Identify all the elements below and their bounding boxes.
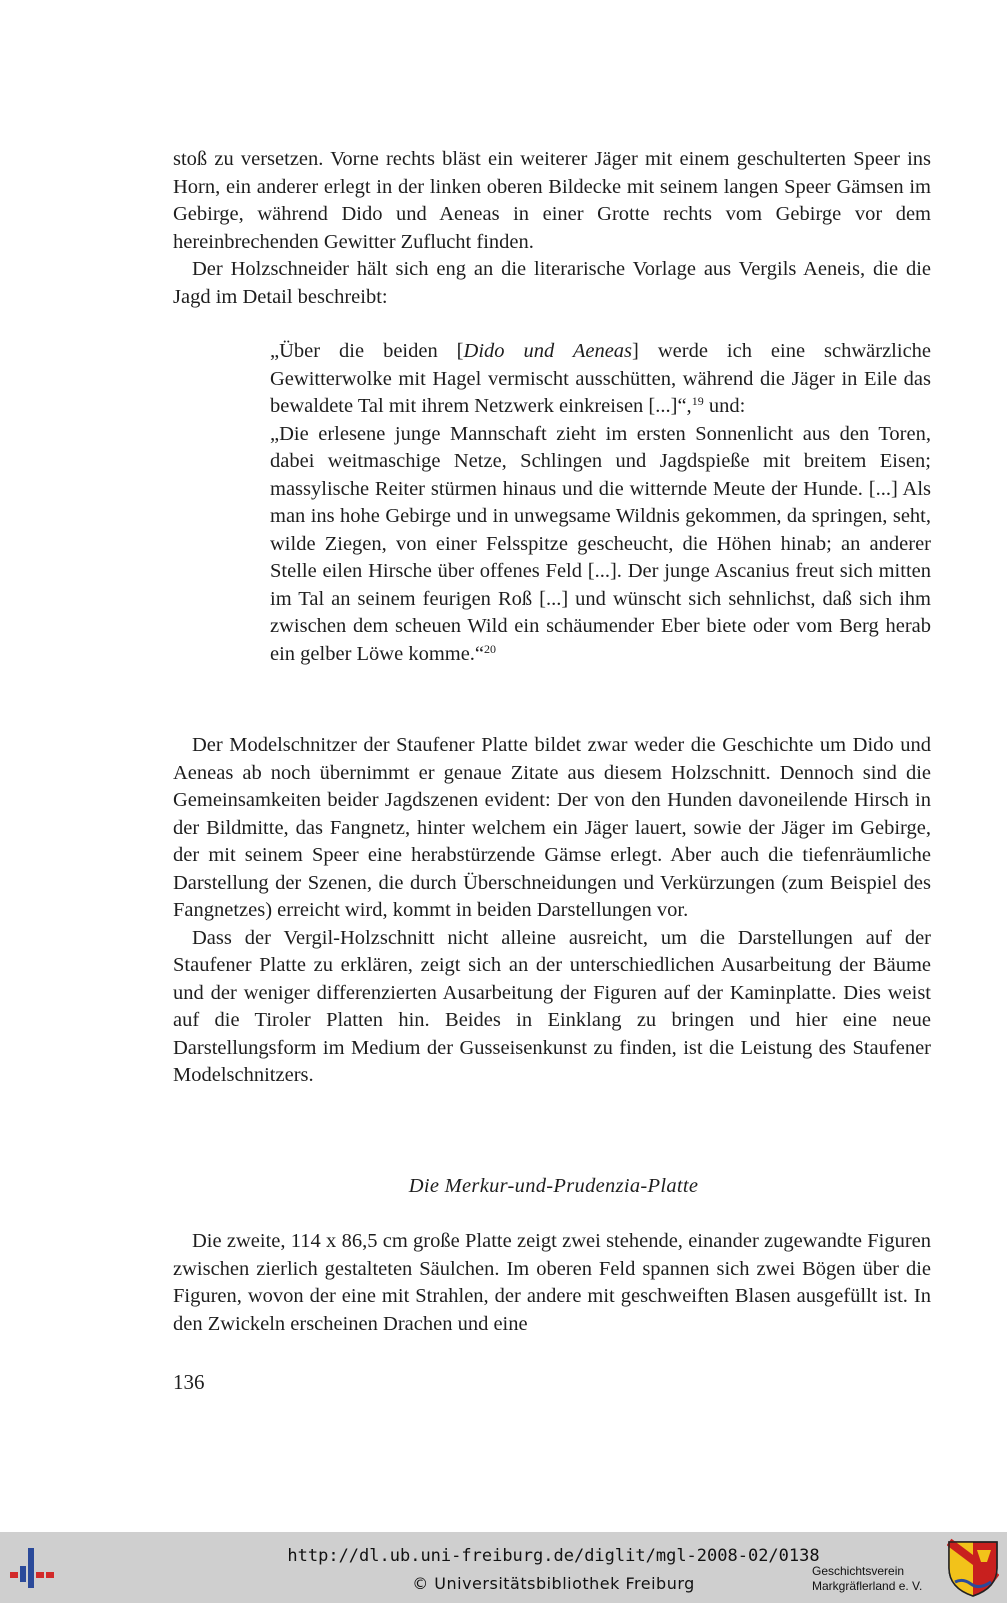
paragraph-3: Der Modelschnitzer der Staufener Platte bildet zwar weder die Geschichte um Dido und Aeneas ab noch übernimmt er genaue Zitate aus diesem Holzschnitt. Dennoch sind die Gemeinsamkeiten beider Jagdszenen evident: Der von den Hunden davoneilende Hirsch in der Bildmitte, das Fangnetz, hinter welchem ein Jäger lauert, sowie der Jäger im Gebirge, der mit seinem Speer eine herabstürzende Gämse erlegt. Aber auch die tiefenräumliche Darstellung der Szenen, die durch Überschneidungen und Verkürzungen (zum Beispiel des Fangnetzes) erreicht wird, kommt in beiden Darstellungen vor. (173, 734, 931, 921)
footnote-ref-20[interactable]: 20 (484, 641, 497, 656)
paragraph-1: stoß zu versetzen. Vorne rechts bläst ein weiterer Jäger mit einem geschulterten Speer ins Horn, ein anderer erlegt in der linken oberen Bildecke mit seinem langen Speer Gämsen im Gebirge, während Dido und Aeneas in einer Grotte rechts vom Gebirge vor dem hereinbrechenden Gewitter Zuflucht finden. (173, 148, 931, 253)
paragraph-4: Dass der Vergil-Holzschnitt nicht alleine ausreicht, um die Darstellungen auf der Staufener Platte zu erklären, zeigt sich an der unterschiedlichen Ausarbeitung der Bäume und der weniger differenzierten Ausarbeitung der Figuren auf der Kaminplatte. Dies weist auf die Tiroler Platten hin. Beides in Einklang zu bringen und hier eine neue Darstellungsform im Medium der Gusseisenkunst zu finden, ist die Leistung des Staufener Modelschnitzers. (173, 926, 931, 1086)
page-number: 136 (173, 1370, 205, 1394)
body-text-bottom (173, 1228, 931, 1338)
footer-url-link[interactable]: http://dl.ub.uni-freiburg.de/diglit/mgl-2008-02/0138 (287, 1546, 820, 1566)
block-quote (270, 338, 931, 668)
coat-of-arms-icon (947, 1538, 999, 1598)
section-heading: Die Merkur-und-Prudenzia-Platte (408, 1175, 699, 1197)
footer-copyright: © Universitätsbibliothek Freiburg (412, 1574, 695, 1593)
quote-2: „Die erlesene junge Mannschaft zieht im ersten Sonnenlicht aus den Toren, dabei weitmaschige Netze, Schlingen und Jagdspieße mit breitem Eisen; massylische Reiter stürmen hinaus und die witternde Meute der Hunde. [...] Als man ins hohe Gebirge und in unwegsame Wildnis gekommen, da springen, seht, wilde Ziegen, von einer Felsspitze gescheucht, die Höhen hinab; an anderer Stelle eilen Hirsche über offenes Feld [...]. Der junge Ascanius freut sich mitten im Tal an seinem feurigen Roß [...] und wünscht sich sehnlichst, daß sich ihm zwischen dem scheuen Wild ein schäumender Eber biete oder vom Berg herab ein gelber Löwe komme.“$^{20}$ (270, 422, 931, 665)
paragraph-5: Die zweite, 114 x 86,5 cm große Platte zeigt zwei stehende, einander zugewandte Figuren zwischen zierlich gestalteten Säulchen. Im oberen Feld spannen sich zwei Bögen über die Figuren, wovon der eine mit Strahlen, der andere mit geschweiften Blasen ausgefüllt ist. In den Zwickeln erscheinen Drachen und eine (173, 1230, 931, 1335)
footnote-ref-19[interactable]: 19 (691, 394, 704, 408)
quote-1: „Über die beiden [Dido und Aeneas] werde ich eine schwärzliche Gewitterwolke mit Hagel vermischt ausschütten, während die Jäger in Eile das bewaldete Tal mit ihrem Netzwerk einkreisen [...]“,$^{19}$ und: (270, 340, 932, 417)
body-text-middle (173, 732, 931, 1090)
footer-bar (0, 1532, 1007, 1603)
society-name: Geschichtsverein Markgräflerland e. V. (812, 1564, 923, 1593)
body-text-top (173, 146, 931, 311)
paragraph-2: Der Holzschneider hält sich eng an die literarische Vorlage aus Vergils Aeneis, die die Jagd im Detail beschreibt: (173, 258, 931, 308)
